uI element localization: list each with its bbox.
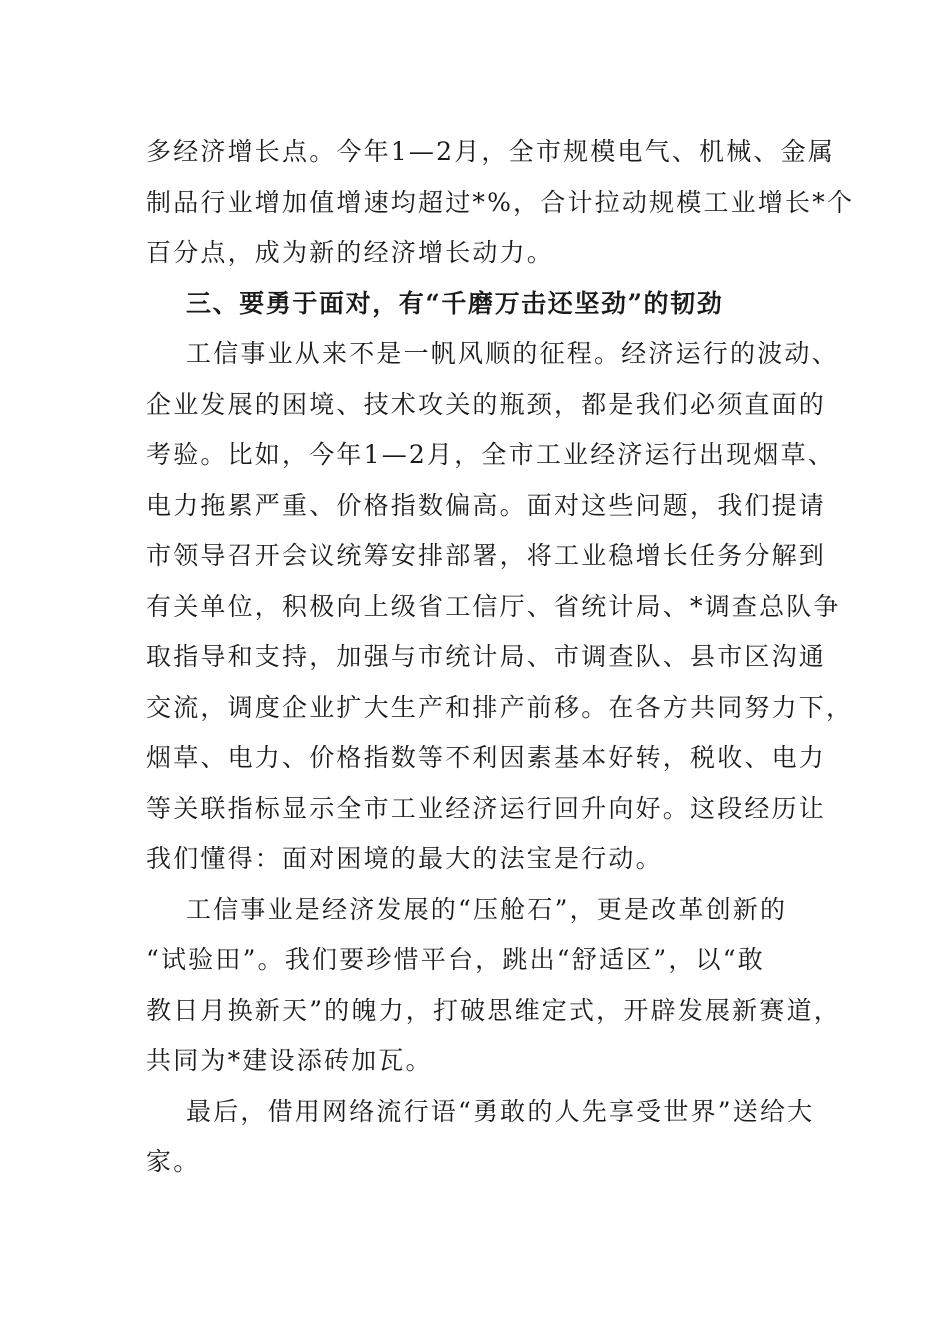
text-line: 等关联指标显示全市工业经济运行回升向好。这段经历让: [146, 793, 827, 823]
document-body: [146, 127, 855, 1188]
text-line: 烟草、电力、价格指数等不利因素基本好转，税收、电力: [146, 743, 827, 772]
text-line: 工信事业从来不是一帆风顺的征程。经济运行的波动、: [186, 339, 839, 368]
text-line: 共同为*建设添砖加瓦。: [146, 1046, 433, 1075]
paragraph: [146, 329, 854, 885]
paragraph-continuation: [146, 127, 855, 279]
text-line: 市领导召开会议统筹安排部署，将工业稳增长任务分解到: [146, 541, 827, 570]
text-line: 教日月换新天”的魄力，打破思维定式，开辟发展新赛道，: [146, 995, 841, 1025]
text-line: 家。: [146, 1147, 201, 1176]
text-line: 百分点，成为新的经济增长动力。: [146, 238, 555, 267]
text-line: 最后，借用网络流行语“勇敢的人先享受世界”送给大: [186, 1096, 815, 1126]
text-line: 我们懂得：面对困境的最大的法宝是行动。: [146, 844, 663, 873]
heading-line: 三、要勇于面对，有“千磨万击还坚劲”的韧劲: [186, 288, 724, 318]
text-line: 取指导和支持，加强与市统计局、市调查队、县市区沟通: [146, 642, 827, 671]
text-line: 有关单位，积极向上级省工信厅、省统计局、*调查总队争: [146, 591, 841, 621]
text-line: 电力拖累严重、价格指数偏高。面对这些问题，我们提请: [146, 490, 827, 520]
text-line: 工信事业是经济发展的“压舱石”，更是改革创新的: [186, 894, 788, 924]
text-line: 多经济增长点。今年1—2月，全市规模电气、机械、金属: [146, 137, 836, 166]
paragraph: [146, 885, 841, 1087]
text-line: 考验。比如，今年1—2月，全市工业经济运行出现烟草、: [146, 440, 836, 469]
text-line: “试验田”。我们要珍惜平台，跳出“舒适区”，以“敢: [146, 945, 765, 974]
text-line: 企业发展的困境、技术攻关的瓶颈，都是我们必须直面的: [146, 389, 827, 419]
text-line: 制品行业增加值增速均超过*%，合计拉动规模工业增长*个: [146, 187, 855, 217]
paragraph: [146, 1087, 815, 1188]
section-heading: [146, 279, 802, 330]
text-line: 交流，调度企业扩大生产和排产前移。在各方共同努力下，: [146, 692, 854, 722]
